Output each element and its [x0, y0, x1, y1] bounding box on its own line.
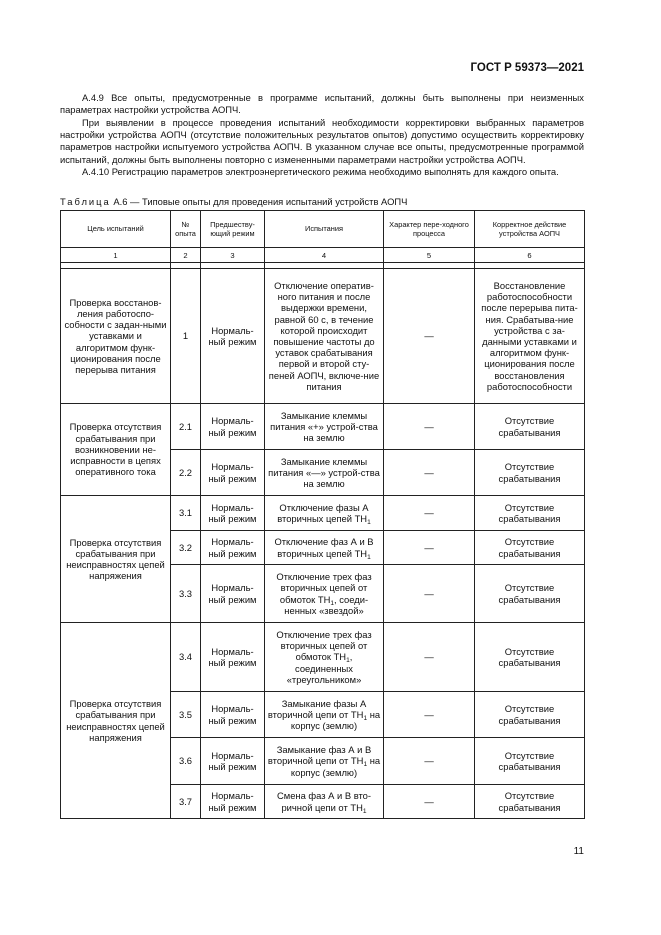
action-cell: Отсутствие срабатывания: [475, 623, 585, 692]
paragraph-a-4-10: А.4.10 Регистрацию параметров электроэнергетического режима необходимо выполнять для каждого опыта.: [82, 166, 559, 177]
test-cell: Замыкание клеммы питания «—» устрой-ства на землю: [265, 450, 384, 496]
action-cell: Отсутствие срабатывания: [475, 692, 585, 738]
paragraph-a-4-9: А.4.9 Все опыты, предусмотренные в программе испытаний, должны быть выполнены при неизменных параметрах настройки устройства АОПЧ.: [60, 92, 584, 116]
mode-cell: Нормаль-ный режим: [201, 269, 265, 404]
purpose-cell: Проверка отсутствия срабатывания при неисправностях цепей напряжения: [61, 623, 171, 819]
test-number-cell: 3.4: [171, 623, 201, 692]
test-text-tail: , соеди-ненных «звездой»: [284, 593, 369, 616]
test-number-cell: 3.2: [171, 531, 201, 565]
test-text: Смена фаз А и В вто-ричной цепи от ТН: [276, 790, 371, 813]
mode-cell: Нормаль-ный режим: [201, 531, 265, 565]
process-cell: —: [384, 269, 475, 404]
purpose-cell: Проверка отсутствия срабатывания при возникновении не-исправности в цепях оперативного тока: [61, 404, 171, 496]
test-text: Отключение фазы А вторичных цепей ТН: [277, 501, 369, 524]
header-previous-mode: Предшеству-ющий режим: [201, 211, 265, 248]
action-cell: Отсутствие срабатывания: [475, 404, 585, 450]
process-cell: —: [384, 738, 475, 785]
standard-designation: ГОСТ Р 59373—2021: [470, 62, 584, 74]
test-subscript: 1: [330, 599, 335, 607]
table-row: [61, 404, 585, 450]
header-tests: Испытания: [265, 211, 384, 248]
process-cell: —: [384, 692, 475, 738]
test-cell: [265, 531, 384, 565]
test-number-cell: 3.5: [171, 692, 201, 738]
tests-table: [60, 210, 585, 819]
mode-cell: Нормаль-ный режим: [201, 785, 265, 819]
test-subscript: 1: [346, 657, 350, 665]
test-subscript: 1: [363, 714, 368, 722]
paragraph-correction: При выявлении в процессе проведения испытаний необходимости корректировки выбранных параметров настройки устройства АОПЧ (отсутствие положительных результатов опытов) допустимо осуществить корректировку параметров настройки испытуемого устройства АОПЧ. В указанном случае все опыты, предусмотренные программой испытаний, должны быть выполнены повторно с измененными параметрами настройки устройства АОПЧ.: [60, 117, 584, 165]
test-cell: [265, 565, 384, 623]
test-text-tail: на корпус (землю): [290, 755, 381, 778]
table-caption-text: А.6 — Типовые опыты для проведения испытаний устройств АОПЧ: [110, 196, 408, 207]
column-number: 1: [61, 248, 171, 263]
action-cell: Отсутствие срабатывания: [475, 531, 585, 565]
column-number: 4: [265, 248, 384, 263]
mode-cell: Нормаль-ный режим: [201, 565, 265, 623]
test-cell: Отключение оператив-ного питания и после выдержки времени, равной 60 с, в течение которой происходит повышение частоты до уставок срабатывания первой и второй сту-пеней АОПЧ, включе-ние питания: [265, 269, 384, 404]
mode-cell: Нормаль-ный режим: [201, 692, 265, 738]
table-row: [61, 269, 585, 404]
test-number-cell: 3.3: [171, 565, 201, 623]
test-text-tail: , соединенных «треугольником»: [286, 651, 362, 685]
test-number-cell: 2.1: [171, 404, 201, 450]
column-numbers-row: [61, 248, 585, 263]
test-cell: [265, 692, 384, 738]
test-text: Замыкание фазы А вторичной цепи от ТН: [267, 697, 367, 720]
column-number: 5: [384, 248, 475, 263]
test-text: Замыкание фаз А и В вторичной цепи от ТН: [267, 744, 372, 767]
process-cell: —: [384, 450, 475, 496]
process-cell: —: [384, 623, 475, 692]
test-number-cell: 3.1: [171, 496, 201, 531]
header-purpose: Цель испытаний: [61, 211, 171, 248]
test-text-tail: на корпус (землю): [290, 708, 381, 732]
test-cell: [265, 496, 384, 531]
action-cell: Отсутствие срабатывания: [475, 565, 585, 623]
test-subscript: 1: [362, 807, 367, 815]
test-number-cell: 2.2: [171, 450, 201, 496]
table-caption-label: Таблица: [60, 196, 111, 207]
action-cell: Отсутствие срабатывания: [475, 738, 585, 785]
action-cell: Отсутствие срабатывания: [475, 450, 585, 496]
table-row: [61, 623, 585, 692]
test-text: Отключение трех фаз вторичных цепей от обмоток ТН: [276, 571, 372, 605]
process-cell: —: [384, 404, 475, 450]
test-cell: [265, 738, 384, 785]
page-number: 11: [573, 846, 584, 857]
process-cell: —: [384, 531, 475, 565]
action-cell: Восстановление работоспособности после перерыва пита-ния. Срабатыва-ние устройства с за-данными уставками и алгоритмом функ-ционирования после восстановления работоспособности: [475, 269, 585, 404]
process-cell: —: [384, 785, 475, 819]
mode-cell: Нормаль-ный режим: [201, 450, 265, 496]
test-number-cell: 3.6: [171, 738, 201, 785]
header-transient-process: Характер пере-ходного процесса: [384, 211, 475, 248]
test-subscript: 1: [367, 519, 371, 526]
test-subscript: 1: [363, 761, 368, 769]
column-number: 2: [171, 248, 201, 263]
test-cell: Замыкание клеммы питания «+» устрой-ства на землю: [265, 404, 384, 450]
purpose-cell: Проверка восстанов-ления работоспо-собности с задан-ными уставками и алгоритмом функ-ционирования после перерыва питания: [61, 269, 171, 404]
test-number-cell: 3.7: [171, 785, 201, 819]
test-text: Отключение трех фаз вторичных цепей от обмоток ТН: [276, 628, 372, 663]
table-row: [61, 496, 585, 531]
column-number: 3: [201, 248, 265, 263]
test-cell: [265, 623, 384, 692]
table-caption: [60, 196, 584, 207]
test-number-cell: 1: [171, 269, 201, 404]
action-cell: Отсутствие срабатывания: [475, 785, 585, 819]
test-cell: [265, 785, 384, 819]
mode-cell: Нормаль-ный режим: [201, 623, 265, 692]
header-correct-action: Корректное действие устройства АОПЧ: [475, 211, 585, 248]
mode-cell: Нормаль-ный режим: [201, 496, 265, 531]
process-cell: —: [384, 496, 475, 531]
table-header-row: [61, 211, 585, 248]
action-cell: Отсутствие срабатывания: [475, 496, 585, 531]
header-test-number: № опыта: [171, 211, 201, 248]
process-cell: —: [384, 565, 475, 623]
mode-cell: Нормаль-ный режим: [201, 738, 265, 785]
test-text: Отключение фаз А и В вторичных цепей ТН: [274, 536, 374, 559]
mode-cell: Нормаль-ный режим: [201, 404, 265, 450]
purpose-cell: Проверка отсутствия срабатывания при неисправностях цепей напряжения: [61, 496, 171, 623]
column-number: 6: [475, 248, 585, 263]
test-subscript: 1: [367, 553, 371, 561]
